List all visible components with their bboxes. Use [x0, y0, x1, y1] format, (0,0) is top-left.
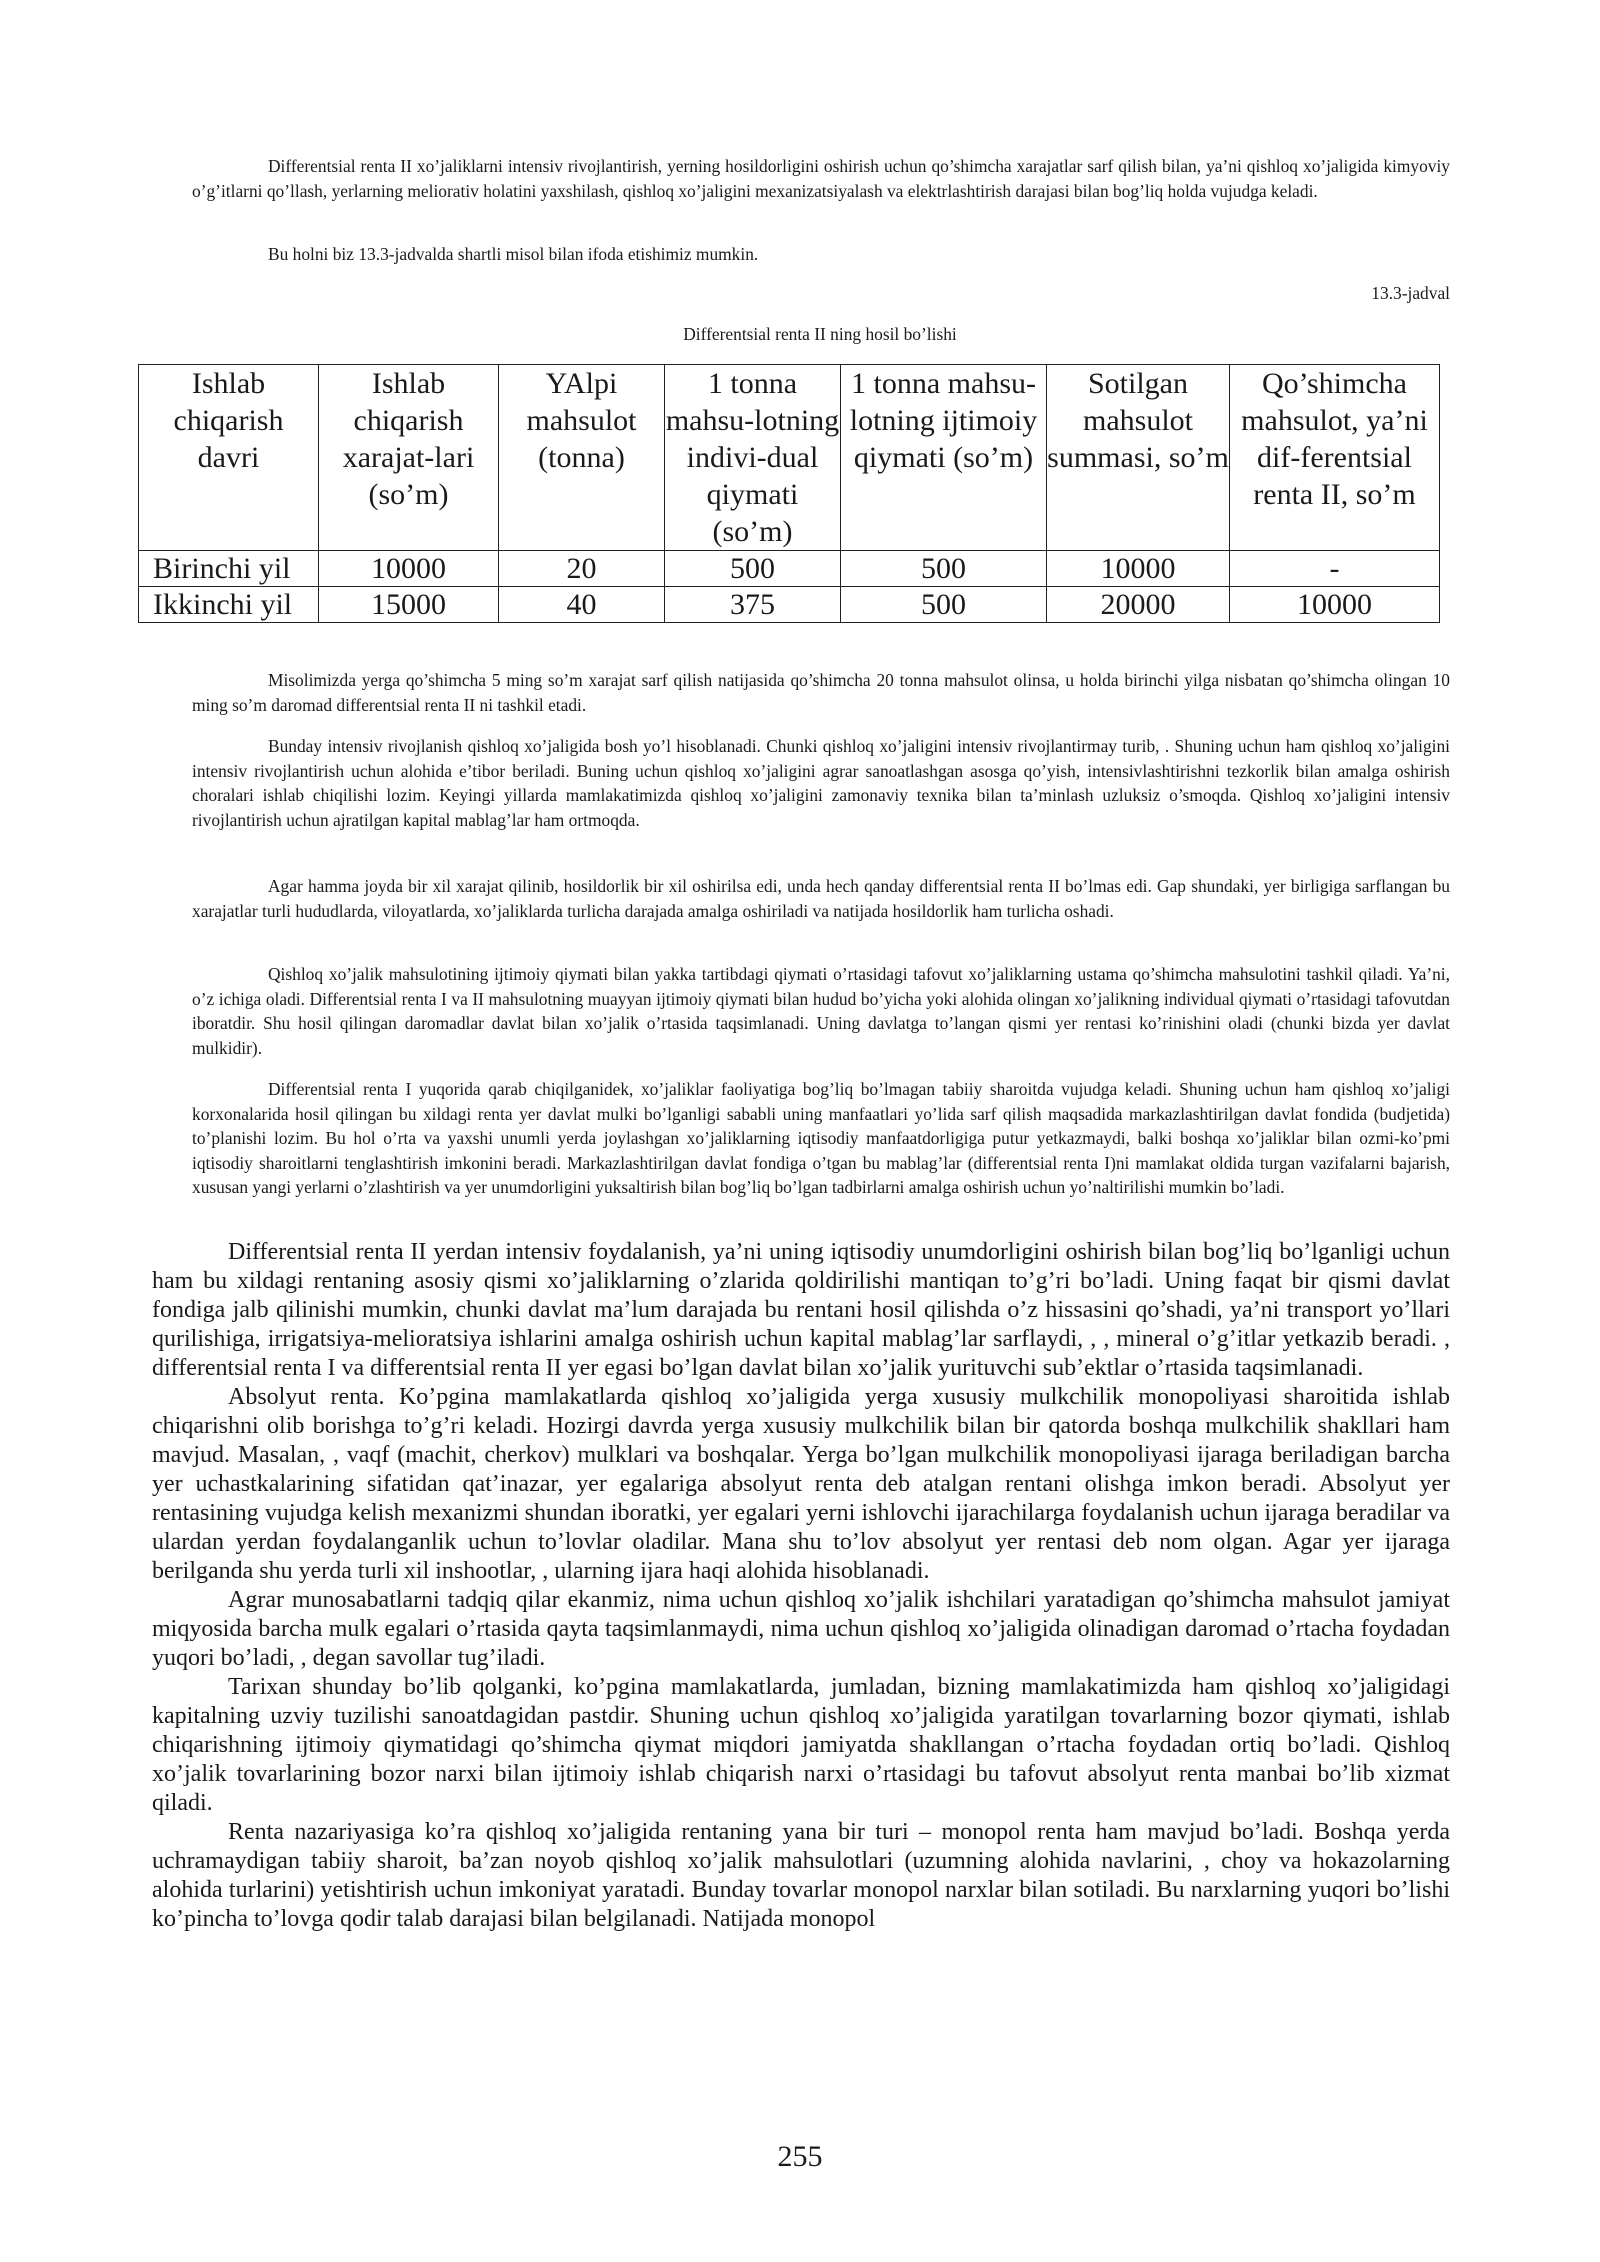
table-cell: 10000 — [1047, 551, 1230, 587]
header-period: Ishlab chiqarish davri — [139, 365, 319, 551]
table-title: Differentsial renta II ning hosil bo’lishi — [683, 324, 957, 344]
small-paragraph: Misolimizda yerga qo’shimcha 5 ming so’m xarajat sarf qilish natijasida qo’shimcha 20 tonna mahsulot olinsa, u holda birinchi yilga nisbatan qo’shimcha olingan 10 ming so’m daromad differentsial renta II ni tashkil etadi. — [192, 670, 1450, 715]
header-sales-sum: Sotilgan mahsulot summasi, so’m — [1047, 365, 1230, 551]
table-label: 13.3-jadval — [1371, 283, 1450, 303]
rent-table — [138, 364, 1440, 623]
table-header-row — [139, 365, 1440, 551]
body-text — [152, 1238, 1450, 1934]
table-cell: Ikkinchi yil — [139, 587, 319, 623]
table-cell: 500 — [841, 587, 1047, 623]
body-paragraph: Absolyut renta. Ko’pgina mamlakatlarda qishloq xo’jaligida yerga xususiy mulkchilik monopoliyasi sharoitida ishlab chiqarishni olib borishga to’g’ri keladi. Hozirgi davrda yerga xususiy mulkchilik bilan bir qatorda boshqa mulkchilik shakllari ham mavjud. Masalan, , vaqf (machit, cherkov) mulklari va boshqalar. Yerga bo’lgan mulkchilik monopoliyasi ijaraga beriladigan barcha yer uchastkalarining sifatidan qat’inazar, yer egalariga absolyut renta deb atalgan rentani olishga imkon beradi. Absolyut yer rentasining vujudga kelish mexanizmi shundan iboratki, yer egalari yerni ishlovchi ijarachilarga foydalanish uchun ijaraga beradilar va ulardan yerdan foydalanganlik uchun to’lovlar oladilar. Mana shu to’lov absolyut yer rentasi deb nom olgan. Agar yer ijaraga berilganda shu yerda turli xil inshootlar, , ularning ijara haqi alohida hisoblanadi. — [152, 1384, 1450, 1584]
table-cell: 375 — [665, 587, 841, 623]
small-paragraph: Agar hamma joyda bir xil xarajat qilinib, hosildorlik bir xil oshirilsa edi, unda hech qanday differentsial renta II bo’lmas edi. Gap shundaki, yer birligiga sarflangan bu xarajatlar turli hududlarda, viloyatlarda, xo’jaliklarda turlicha darajada amalga oshiriladi va natijada hosildorlik ham turlicha oshadi. — [192, 876, 1450, 921]
body-paragraph: Agrar munosabatlarni tadqiq qilar ekanmiz, nima uchun qishloq xo’jalik ishchilari yaratadigan qo’shimcha mahsulot jamiyat miqyosida barcha mulk egalari o’rtasida qayta taqsimlanmaydi, nima uchun qishloq xo’jaligida olinadigan daromad o’rtacha foydadan yuqori bo’ladi, , degan savollar tug’iladi. — [152, 1587, 1450, 1671]
header-differential-rent: Qo’shimcha mahsulot, ya’ni dif-ferentsial renta II, so’m — [1230, 365, 1440, 551]
intro-paragraph: Bu holni biz 13.3-jadvalda shartli misol bilan ifoda etishimiz mumkin. — [268, 244, 759, 264]
table-cell: 20 — [499, 551, 665, 587]
table-cell: 20000 — [1047, 587, 1230, 623]
intro-paragraph: Differentsial renta II xo’jaliklarni intensiv rivojlantirish, yerning hosildorligini oshirish uchun qo’shimcha xarajatlar sarf qilish bilan, ya’ni qishloq xo’jaligida kimyoviy o’g’itlarni qo’llash, yerlarning meliorativ holatini yaxshilash, qishloq xo’jaligini mexanizatsiyalash va elektrlashtirish darajasi bilan bog’liq holda vujudga keladi. — [192, 156, 1450, 201]
body-paragraph: Differentsial renta II yerdan intensiv foydalanish, ya’ni uning iqtisodiy unumdorligini oshirish bilan bog’liq bo’lganligi uchun ham bu xildagi rentaning asosiy qismi xo’jaliklarning o’zlarida qoldirilishi mantiqan to’g’ri bo’ladi. Uning faqat bir qismi davlat fondiga jalb qilinishi mumkin, chunki davlat ma’lum darajada bu rentani hosil qilishda o’z hissasini qo’shadi, ya’ni transport yo’llari qurilishiga, irrigatsiya-melioratsiya ishlarini amalga oshirish uchun kapital mablag’lar sarflaydi, , , mineral o’g’itlar yetkazib beradi. , differentsial renta I va differentsial renta II yer egasi bo’lgan davlat bilan xo’jalik yurituvchi sub’ektlar o’rtasida taqsimlanadi. — [152, 1239, 1450, 1381]
table-cell: 500 — [665, 551, 841, 587]
body-paragraph: Renta nazariyasiga ko’ra qishloq xo’jaligida rentaning yana bir turi – monopol renta ham mavjud bo’ladi. Boshqa yerda uchramaydigan tabiiy sharoit, ba’zan noyob qishloq xo’jalik mahsulotlari (uzumning alohida navlarini, , choy va hokazolarning alohida turlarini) yetishtirish uchun imkoniyat yaratadi. Bunday tovarlar monopol narxlar bilan sotiladi. Bu narxlarning yuqori bo’lishi ko’pincha to’lovga qodir talab darajasi bilan belgilanadi. Natijada monopol — [152, 1819, 1450, 1932]
table-cell: 500 — [841, 551, 1047, 587]
body-paragraph: Tarixan shunday bo’lib qolganki, ko’pgina mamlakatlarda, jumladan, bizning mamlakatimizda ham qishloq xo’jaligidagi kapitalning uzviy tuzilishi sanoatdagidan pastdir. Shuning uchun qishloq xo’jaligida yaratilgan tovarlarning bozor qiymati, ishlab chiqarishning ijtimoiy qiymatidagi qo’shimcha qiymat miqdori jamiyatda shakllangan o’rtacha foydadan ortiq bo’ladi. Qishloq xo’jalik tovarlarining bozor narxi bilan ijtimoiy ishlab chiqarish narxi o’rtasidagi bu tafovut absolyut renta manbai bo’lib xizmat qiladi. — [152, 1674, 1450, 1816]
table-cell: Birinchi yil — [139, 551, 319, 587]
header-social-value: 1 tonna mahsu-lotning ijtimoiy qiymati (so’m) — [841, 365, 1047, 551]
small-paragraph: Qishloq xo’jalik mahsulotining ijtimoiy qiymati bilan yakka tartibdagi qiymati o’rtasidagi tafovut xo’jaliklarning ustama qo’shimcha mahsulotini tashkil qiladi. Ya’ni, o’z ichiga oladi. Differentsial renta I va II mahsulotning muayyan ijtimoiy qiymati bilan hudud bo’yicha yoki alohida olingan xo’jalikning individual qiymati o’rtasidagi tafovutdan iboratdir. Shu hosil qilingan daromadlar davlat bilan xo’jalik o’rtasida taqsimlanadi. Uning davlatga to’langan qismi yer rentasi ko’rinishini oladi (chunki bizda yer davlat mulkidir). — [192, 964, 1450, 1058]
table-cell: 40 — [499, 587, 665, 623]
header-individual-value: 1 tonna mahsu-lotning indivi-dual qiymati (so’m) — [665, 365, 841, 551]
table-cell: 15000 — [319, 587, 499, 623]
page-number: 255 — [777, 2140, 823, 2173]
header-costs: Ishlab chiqarish xarajat-lari (so’m) — [319, 365, 499, 551]
small-paragraph: Bunday intensiv rivojlanish qishloq xo’jaligida bosh yo’l hisoblanadi. Chunki qishloq xo’jaligini intensiv rivojlantirmay turib, . Shuning uchun ham qishloq xo’jaligini intensiv rivojlantirish uchun alohida e’tibor beriladi. Buning uchun qishloq xo’jaligini agrar sanoatlashgan asosga qo’yish, intensivlashtirishni tezkorlik bilan amalga oshirish choralari ishlab chiqilishi lozim. Keyingi yillarda mamlakatimizda qishloq xo’jaligini zamonaviy texnika bilan ta’minlash uzluksiz o’smoqda. Qishloq xo’jaligini intensiv rivojlantirish uchun ajratilgan kapital mablag’lar ham ortmoqda. — [192, 736, 1450, 830]
header-gross-product: YAlpi mahsulot (tonna) — [499, 365, 665, 551]
table-row — [139, 551, 1440, 587]
table-cell: 10000 — [319, 551, 499, 587]
small-paragraph: Differentsial renta I yuqorida qarab chiqilganidek, xo’jaliklar faoliyatiga bog’liq bo’lmagan tabiiy sharoitda vujudga keladi. Shuning uchun ham qishloq xo’jaligi korxonalarida hosil qilingan bu xildagi renta yer davlat mulki bo’lganligi sababli uning manfaatlari yo’lida sarf qilish maqsadida markazlashtirilgan davlat fondida (budjetida) to’planishi lozim. Bu hol o’rta va yaxshi unumli yerda joylashgan xo’jaliklarning iqtisodiy manfaatdorligiga putur yetkazmaydi, balki boshqa xo’jaliklar bilan ozmi-ko’pmi iqtisodiy sharoitlarni tenglashtirish imkonini beradi. Markazlashtirilgan davlat fondiga o’tgan bu mablag’lar (differentsial renta I)ni mamlakat oldida turgan vazifalarni bajarish, xususan yangi yerlarni o’zlashtirish va yer unumdorligini yuksaltirish bilan bog’liq bo’lgan tadbirlarni amalga oshirish uchun yo’naltirilishi mumkin bo’ladi. — [192, 1079, 1450, 1197]
table-cell: 10000 — [1230, 587, 1440, 623]
table-cell: - — [1230, 551, 1440, 587]
table-row — [139, 587, 1440, 623]
